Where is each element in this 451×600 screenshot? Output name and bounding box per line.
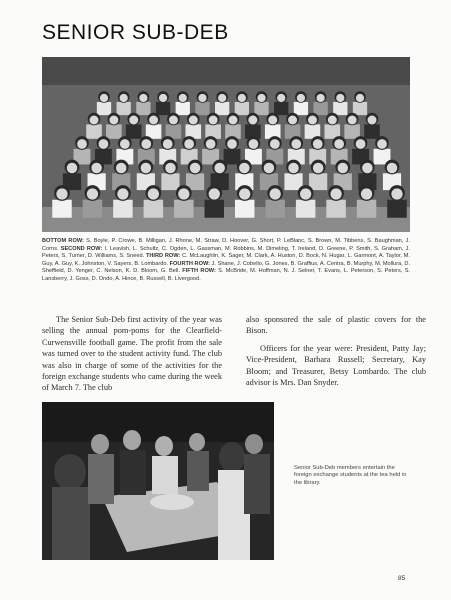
person-face [139,94,147,102]
group-photo-illustration [42,57,410,232]
person-face [159,94,167,102]
bottom-row-label: BOTTOM ROW: [42,238,84,244]
tea-photo-illustration [42,402,274,560]
person-face [206,139,216,149]
person-face [277,94,285,102]
person-body [254,102,268,115]
person-face [313,163,324,174]
person-face [141,139,151,149]
person-face [120,139,130,149]
body-right-paragraph-2: Officers for the year were: President, Patty Jay; Vice-President, Barbara Russell; Secretary, Kay Bloom; and Treasurer, Betsy Lombardo. The club advisor is Mrs. Dan Snyder. [246,343,426,388]
person-face [239,188,250,199]
person-body [344,124,360,138]
fourth-row-names: J. Shane, J. Cobello, G. Jones, B. Graffius, A. Centra, B. Murphy, M. Mollura, D. Sheffield, D. Yenger, C. Nelson, K. D. Bloom, G. Bell. [42,260,410,275]
person-body [387,200,407,218]
person-face [229,116,238,125]
group-photo [42,57,410,232]
person-face [387,163,398,174]
person-face [165,163,176,174]
third-row-label: THIRD ROW: [145,253,181,260]
person-body [235,102,249,115]
person-face [377,139,387,149]
person-face [316,94,324,102]
second-row-label: SECOND ROW: [60,245,103,252]
person-body [224,149,241,165]
second-row-names: I. Leavish, L. Schultz, C. Ogden, L. Gassman, M. Robbins, M. Dimeling, T. Ireland, D. Greene, P. Smith, S. Graham, J. Peters, S. Turner, D. Williams, S. Sneed. [42,245,410,260]
person-face [338,163,349,174]
person-body [205,200,225,218]
person-face [178,188,189,199]
person-body [215,102,229,115]
person-body [117,102,131,115]
person-face [313,139,323,149]
person-face [56,188,67,199]
person-face [190,163,201,174]
body-right-paragraph-1: also sponsored the sale of plastic covers for the Bison. [246,315,426,336]
fifth-row-label: FIFTH ROW: [182,268,216,275]
person-body [313,102,327,115]
person-face [334,139,344,149]
person-body [284,173,302,190]
person-face [141,163,152,174]
person-face [90,116,99,125]
person-body [326,200,346,218]
tea-photo-caption: Senior Sub-Deb members entertain the foreign exchange students at the tea held in the library. [294,465,407,486]
person-face [268,116,277,125]
person-body [296,200,316,218]
person-face [214,163,225,174]
person-body [161,173,179,190]
person-body [136,102,150,115]
body-right-column [246,314,426,397]
person-face [198,94,206,102]
person-face [249,139,259,149]
person-body [126,124,142,138]
person-face [87,188,98,199]
person-body [144,200,164,218]
person-body [176,102,190,115]
person-face [330,188,341,199]
person-body [174,200,194,218]
person-face [348,116,357,125]
person-face [67,163,78,174]
person-face [288,116,297,125]
third-row-names: C. McLaughlin, K. Sager, M. Clark, A. Huston, D. Bock, N. Hugar, L. Garmont, A. Taylor, M. Guy, A. Guy, K. Johnston, V. Sayers, B. Lombardo. [42,253,410,267]
person-face [179,94,187,102]
person-body [294,102,308,115]
person-face [169,116,178,125]
person-face [270,139,280,149]
person-face [218,94,226,102]
person-body [205,124,221,138]
person-face [149,116,158,125]
person-face [209,188,220,199]
person-face [362,163,373,174]
person-body [235,200,255,218]
person-face [291,139,301,149]
person-face [300,188,311,199]
person-face [238,94,246,102]
person-face [361,188,372,199]
person-face [270,188,281,199]
person-face [184,139,194,149]
person-face [336,94,344,102]
person-face [99,139,109,149]
person-face [100,94,108,102]
person-face [328,116,337,125]
person-body [97,102,111,115]
person-body [156,102,170,115]
person-face [356,94,364,102]
person-body [357,200,377,218]
person-face [391,188,402,199]
bottom-row-names: S. Boyle, P. Crowe, B. Milligan, J. Rhone, M. Straw, D. Hoover, G. Short, P. LeBlanc, S. Brown, M. Tibbens, S. Baughman, J. Corns. [42,238,410,252]
person-face [264,163,275,174]
person-body [274,102,288,115]
person-face [129,116,138,125]
fourth-row-label: FOURTH ROW: [169,260,210,267]
person-body [52,200,72,218]
person-face [163,139,173,149]
person-face [148,188,159,199]
person-face [308,116,317,125]
person-face [248,116,257,125]
person-body [195,102,209,115]
person-face [297,94,305,102]
person-body [86,124,102,138]
person-face [257,94,265,102]
person-body [265,200,285,218]
person-body [113,200,133,218]
person-face [227,139,237,149]
person-face [239,163,250,174]
person-face [189,116,198,125]
person-body [309,173,327,190]
page-title: SENIOR SUB-DEB [42,21,229,44]
tea-photo [42,402,274,560]
names-caption [42,238,410,284]
body-left-paragraph: The Senior Sub-Deb first activity of the year was selling the annual pom-poms for the Clearfield-Curwensville football game. The profit from the sale was turned over to the student activity fund. The club was also in charge of some of the activities for the foreign exchange students who came during the week of March 7. The club [42,315,222,393]
page-number: 85 [398,575,406,582]
person-face [116,163,127,174]
person-face [288,163,299,174]
person-face [117,188,128,199]
person-face [109,116,118,125]
person-body [333,102,347,115]
person-face [91,163,102,174]
person-body [364,124,380,138]
person-face [120,94,128,102]
person-face [77,139,87,149]
fifth-row-names: S. McBride, M. Hoffman, N. J. Selner, T. Evans, L. Peterson, S. Peters, S. Lansberry, J. Goss, D. Ondo, A. Hince, B. Russell, B. Livergood. [42,268,410,282]
person-body [106,124,122,138]
person-body [83,200,103,218]
person-face [368,116,377,125]
person-face [356,139,366,149]
person-body [353,102,367,115]
person-face [209,116,218,125]
